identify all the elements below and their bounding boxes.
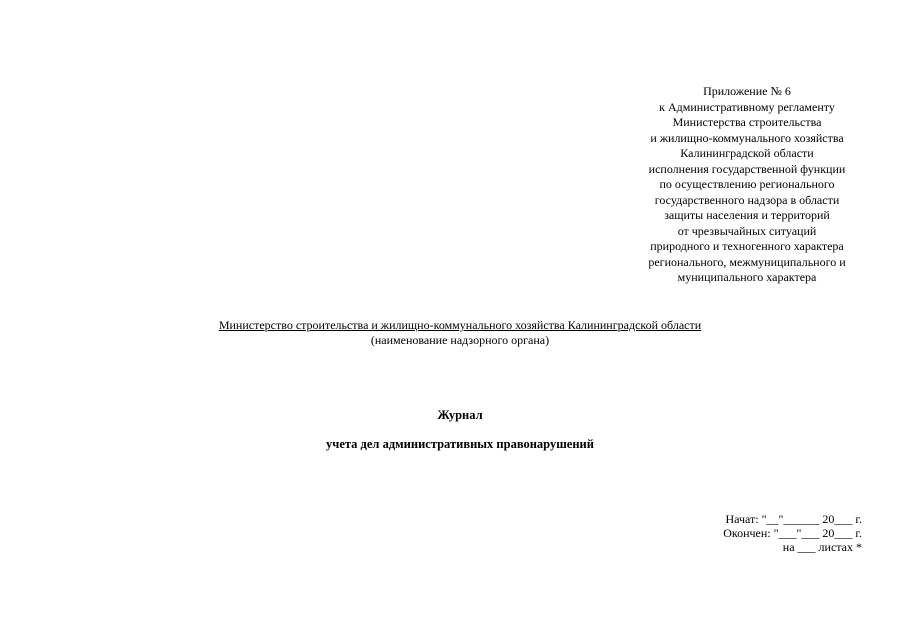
- journal-title: Журнал: [437, 408, 483, 422]
- appendix-line: государственного надзора в области: [654, 192, 840, 207]
- authority-name: Министерство строительства и жилищно-коммунального хозяйства Калининградской области: [218, 318, 702, 332]
- authority-caption: (наименование надзорного органа): [370, 333, 550, 347]
- appendix-line: к Административному регламенту: [659, 99, 835, 114]
- appendix-line: Калининградской области: [680, 146, 814, 160]
- journal-subtitle: учета дел административных правонарушений: [326, 437, 594, 451]
- appendix-line: защиты населения и территорий: [664, 208, 830, 222]
- dates-block: [600, 512, 862, 554]
- authority-block: [150, 318, 770, 348]
- appendix-line: от чрезвычайных ситуаций: [677, 223, 817, 238]
- appendix-line: регионального, межмуниципального и: [648, 254, 846, 269]
- appendix-line: и жилищно-коммунального хозяйства: [650, 130, 844, 145]
- appendix-line: муниципального характера: [677, 270, 817, 284]
- appendix-line: исполнения государственной функции: [648, 161, 846, 176]
- appendix-line: Приложение № 6: [703, 84, 791, 98]
- sheets-count: на ___ листах *: [782, 540, 862, 554]
- appendix-line: природного и техногенного характера: [650, 239, 844, 253]
- appendix-line: Министерства строительства: [672, 115, 822, 129]
- finished-date: Окончен: "___"___ 20___ г.: [723, 526, 862, 540]
- appendix-header: [612, 84, 882, 286]
- started-date: Начат: "__"______ 20___ г.: [725, 512, 862, 526]
- appendix-line: по осуществлению регионального: [659, 177, 835, 191]
